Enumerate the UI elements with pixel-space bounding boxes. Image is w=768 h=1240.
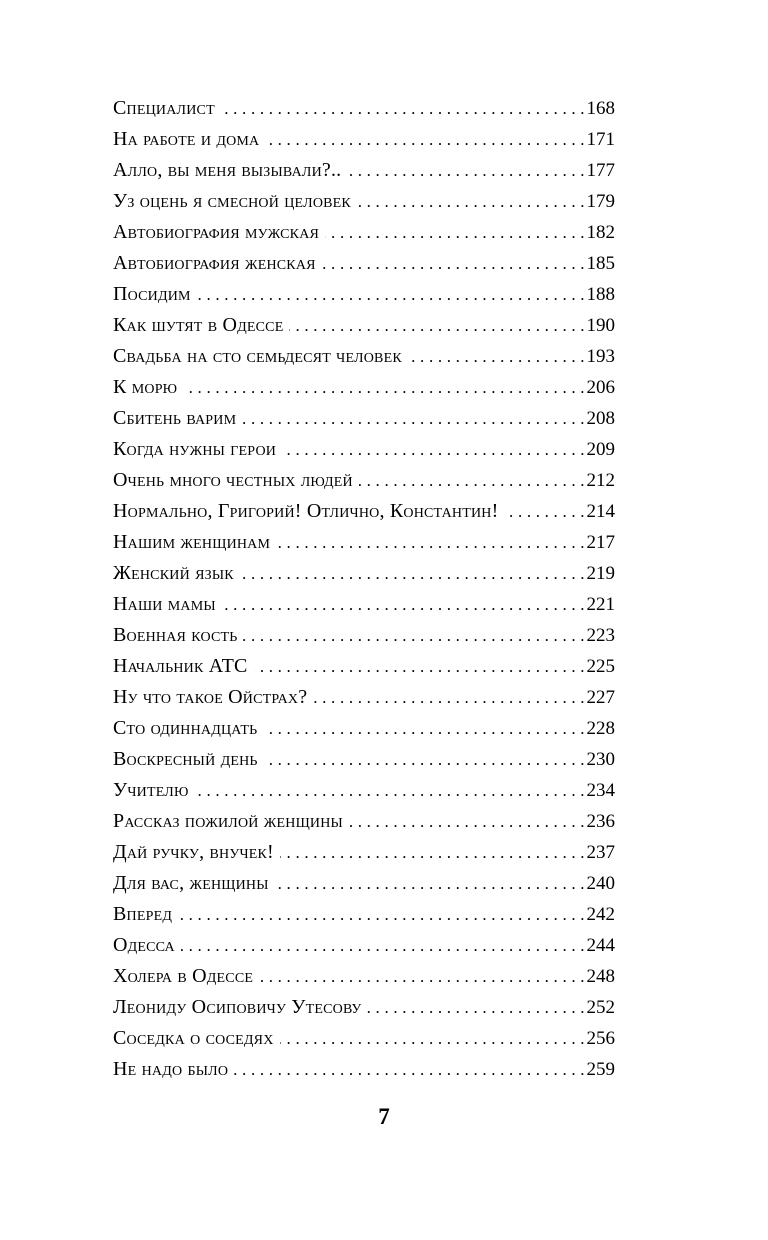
dot-leader (282, 434, 584, 465)
toc-entry-page: 177 (586, 160, 615, 181)
dot-leader (243, 620, 584, 651)
toc-entry (113, 465, 615, 496)
toc-entry (113, 279, 615, 310)
toc-entry (113, 589, 615, 620)
toc-entry-title: Военная кость (113, 624, 238, 646)
toc-entry (113, 248, 615, 279)
toc-entry-page: 190 (586, 315, 615, 336)
dot-leader (408, 341, 585, 372)
toc-entry (113, 992, 615, 1023)
toc-entry-page: 188 (586, 284, 615, 305)
toc-entry (113, 558, 615, 589)
toc-entry-title: Дай ручку, внучек! (113, 841, 274, 863)
toc-entry (113, 868, 615, 899)
toc-entry-title: Нашим женщинам (113, 531, 271, 553)
toc-entry (113, 341, 615, 372)
toc-entry-page: 244 (586, 935, 615, 956)
dot-leader (254, 651, 585, 682)
toc-entry-title: Вперед (113, 903, 173, 925)
toc-entry-page: 221 (586, 594, 615, 615)
toc-entry-title: Очень много честных людей (113, 469, 353, 491)
dot-leader (367, 992, 584, 1023)
dot-leader (183, 372, 584, 403)
toc-entry (113, 713, 615, 744)
dot-leader (181, 930, 585, 961)
toc-entry-page: 256 (586, 1028, 615, 1049)
toc-entry-title: Сбитень варим (113, 407, 237, 429)
dot-leader (359, 465, 585, 496)
toc-entry-title: Автобиография мужская (113, 221, 320, 243)
dot-leader (280, 1023, 585, 1054)
toc-entry (113, 775, 615, 806)
toc-entry-title: Учителю (113, 779, 189, 801)
toc-entry-title: Не надо было (113, 1058, 229, 1080)
toc-entry-page: 171 (586, 129, 615, 150)
toc-entry-title: Наши мамы (113, 593, 216, 615)
dot-leader (347, 155, 584, 186)
toc-entry (113, 372, 615, 403)
toc-entry-title: Одесса (113, 934, 175, 956)
toc-entry-title: Посидим (113, 283, 191, 305)
toc-entry (113, 124, 615, 155)
page-number: 7 (378, 1104, 390, 1129)
toc-entry-page: 236 (586, 811, 615, 832)
toc-entry (113, 744, 615, 775)
toc-entry (113, 899, 615, 930)
table-of-contents (113, 93, 615, 1085)
toc-entry (113, 217, 615, 248)
toc-entry-page: 182 (586, 222, 615, 243)
toc-entry-title: Специалист (113, 97, 215, 119)
dot-leader (265, 124, 584, 155)
dot-leader (504, 496, 584, 527)
toc-entry-title: Свадьба на сто семьдесят человек (113, 345, 402, 367)
toc-entry (113, 930, 615, 961)
dot-leader (280, 837, 585, 868)
toc-entry (113, 496, 615, 527)
dot-leader (357, 186, 585, 217)
dot-leader (313, 682, 584, 713)
dot-leader (178, 899, 584, 930)
toc-entry (113, 1023, 615, 1054)
dot-leader (197, 279, 585, 310)
toc-entry (113, 434, 615, 465)
toc-entry (113, 1054, 615, 1085)
toc-entry-page: 228 (586, 718, 615, 739)
toc-entry (113, 403, 615, 434)
dot-leader (234, 1054, 584, 1085)
toc-entry-page: 252 (586, 997, 615, 1018)
dot-leader (221, 93, 585, 124)
toc-entry-page: 185 (586, 253, 615, 274)
toc-entry-title: Алло, вы меня вызывали?.. (113, 159, 342, 181)
dot-leader (349, 806, 585, 837)
toc-entry-page: 237 (586, 842, 615, 863)
dot-leader (276, 527, 584, 558)
toc-entry (113, 527, 615, 558)
toc-entry-page: 179 (586, 191, 615, 212)
toc-entry-page: 223 (586, 625, 615, 646)
toc-entry-title: Когда нужны герои (113, 438, 277, 460)
toc-entry-title: Воскресный день (113, 748, 258, 770)
dot-leader (325, 217, 584, 248)
toc-entry-page: 259 (586, 1059, 615, 1080)
toc-entry (113, 651, 615, 682)
toc-entry-page: 206 (586, 377, 615, 398)
dot-leader (289, 310, 584, 341)
dot-leader (195, 775, 585, 806)
dot-leader (240, 558, 585, 589)
toc-entry (113, 93, 615, 124)
toc-entry (113, 155, 615, 186)
dot-leader (263, 713, 584, 744)
toc-entry-title: К морю (113, 376, 178, 398)
toc-entry-page: 212 (586, 470, 615, 491)
toc-entry-title: Рассказ пожилой женщины (113, 810, 343, 832)
dot-leader (259, 961, 584, 992)
toc-entry-page: 168 (586, 98, 615, 119)
toc-entry-page: 242 (586, 904, 615, 925)
toc-entry-page: 217 (586, 532, 615, 553)
toc-entry-page: 240 (586, 873, 615, 894)
dot-leader (275, 868, 585, 899)
toc-entry (113, 837, 615, 868)
toc-entry (113, 806, 615, 837)
toc-entry-page: 193 (586, 346, 615, 367)
toc-entry-page: 234 (586, 780, 615, 801)
dot-leader (264, 744, 585, 775)
toc-entry-page: 208 (586, 408, 615, 429)
toc-entry-title: Леониду Осиповичу Утесову (113, 996, 362, 1018)
toc-entry-title: Соседка о соседях (113, 1027, 274, 1049)
dot-leader (242, 403, 584, 434)
toc-entry (113, 310, 615, 341)
toc-entry-title: Уз оцень я смесной целовек (113, 190, 351, 212)
toc-entry-page: 225 (586, 656, 615, 677)
toc-entry-page: 219 (586, 563, 615, 584)
toc-entry-title: Нормально, Григорий! Отлично, Константин! (113, 500, 499, 522)
toc-entry-title: Начальник АТС (113, 655, 248, 677)
toc-entry (113, 961, 615, 992)
toc-entry-title: Для вас, женщины (113, 872, 269, 894)
toc-entry-title: Женский язык (113, 562, 234, 584)
toc-entry-page: 227 (586, 687, 615, 708)
toc-entry (113, 186, 615, 217)
toc-entry-page: 209 (586, 439, 615, 460)
toc-entry-title: Сто одиннадцать (113, 717, 258, 739)
toc-entry-page: 230 (586, 749, 615, 770)
toc-entry-title: Как шутят в Одессе (113, 314, 284, 336)
toc-entry-title: Автобиография женская (113, 252, 316, 274)
toc-entry-page: 248 (586, 966, 615, 987)
toc-entry-title: Холера в Одессе (113, 965, 254, 987)
dot-leader (322, 248, 585, 279)
toc-entry (113, 682, 615, 713)
toc-entry-title: На работе и дома (113, 128, 260, 150)
toc-entry-page: 214 (586, 501, 615, 522)
toc-entry-title: Ну что такое Ойстрах? (113, 686, 308, 708)
dot-leader (222, 589, 585, 620)
toc-entry (113, 620, 615, 651)
